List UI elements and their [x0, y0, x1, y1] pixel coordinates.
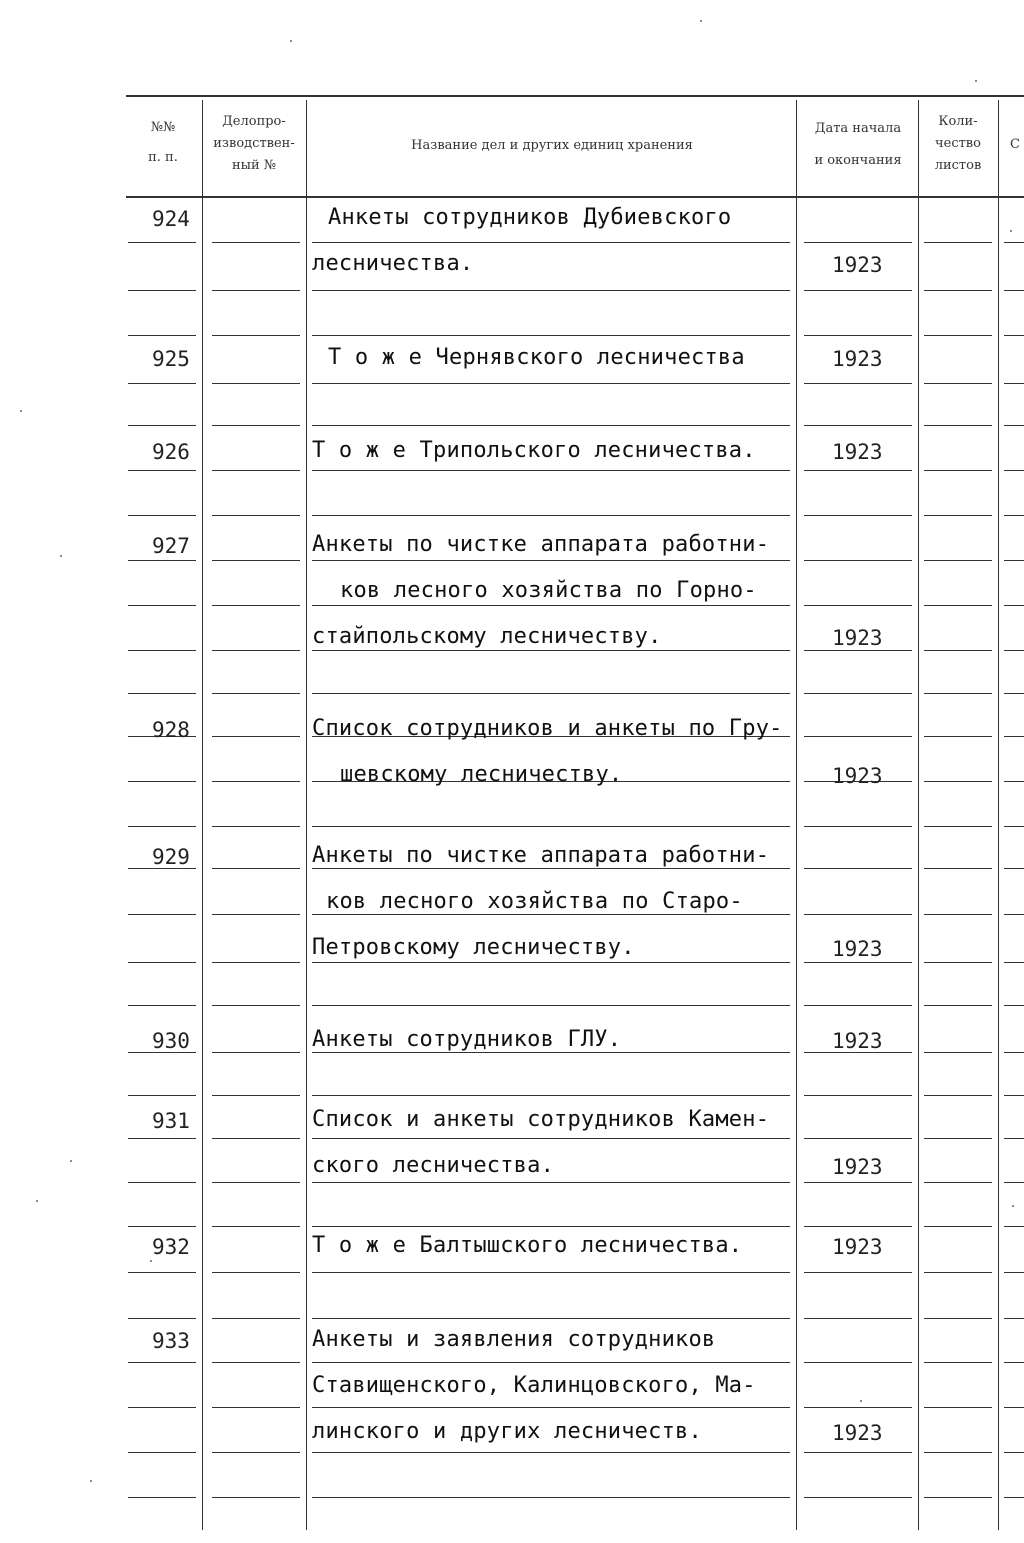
- ruled-line: [804, 425, 912, 426]
- ruled-line: [1004, 425, 1024, 426]
- entry-number: 925: [152, 347, 190, 371]
- ruled-line: [312, 605, 790, 606]
- ruled-line: [1004, 1272, 1024, 1273]
- scan-speck: [90, 1480, 92, 1482]
- ruled-line: [1004, 335, 1024, 336]
- ruled-line: [1004, 1182, 1024, 1183]
- header-office-line3: ный №: [231, 158, 277, 173]
- column-divider: [202, 100, 203, 1530]
- header-num-line2: п. п.: [148, 150, 178, 165]
- ruled-line: [924, 560, 992, 561]
- ruled-line: [1004, 605, 1024, 606]
- ruled-line: [212, 1452, 300, 1453]
- ruled-line: [1004, 1497, 1024, 1498]
- entry-number: 929: [152, 845, 190, 869]
- ruled-line: [804, 826, 912, 827]
- ruled-line: [312, 693, 790, 694]
- ruled-line: [804, 290, 912, 291]
- ruled-line: [128, 605, 196, 606]
- ruled-line: [1004, 1362, 1024, 1363]
- ruled-line: [924, 290, 992, 291]
- entry-title-line: Т о ж е Чернявского лесничества: [328, 345, 745, 370]
- ruled-line: [804, 868, 912, 869]
- ruled-line: [212, 242, 300, 243]
- entry-number: 932: [152, 1235, 190, 1259]
- ruled-line: [924, 383, 992, 384]
- ruled-line: [128, 1182, 196, 1183]
- ruled-line: [128, 962, 196, 963]
- ruled-line: [312, 335, 790, 336]
- ruled-line: [212, 693, 300, 694]
- ruled-line: [924, 962, 992, 963]
- ruled-line: [212, 383, 300, 384]
- entry-date: 1923: [832, 347, 883, 371]
- ruled-line: [128, 290, 196, 291]
- ruled-line: [1004, 290, 1024, 291]
- entry-number: 930: [152, 1029, 190, 1053]
- ruled-line: [212, 650, 300, 651]
- ruled-line: [128, 1318, 196, 1319]
- ruled-line: [1004, 914, 1024, 915]
- header-dates-col: [800, 121, 916, 169]
- ruled-line: [804, 560, 912, 561]
- ruled-line: [1004, 515, 1024, 516]
- entry-number: 931: [152, 1109, 190, 1133]
- ruled-line: [1004, 736, 1024, 737]
- ruled-line: [924, 914, 992, 915]
- ruled-line: [1004, 1095, 1024, 1096]
- ruled-line: [212, 1497, 300, 1498]
- ruled-line: [212, 962, 300, 963]
- entry-date: 1923: [832, 1155, 883, 1179]
- ruled-line: [924, 1272, 992, 1273]
- ruled-line: [128, 781, 196, 782]
- ruled-line: [1004, 826, 1024, 827]
- ruled-line: [804, 470, 912, 471]
- ruled-line: [128, 1272, 196, 1273]
- ruled-line: [804, 515, 912, 516]
- ruled-line: [312, 650, 790, 651]
- header-sheets-line1: Коли-: [938, 114, 978, 129]
- ruled-line: [312, 1272, 790, 1273]
- column-divider: [306, 100, 307, 1530]
- ruled-line: [212, 1226, 300, 1227]
- ruled-line: [128, 242, 196, 243]
- ruled-line: [128, 1138, 196, 1139]
- ruled-line: [312, 290, 790, 291]
- ruled-line: [128, 425, 196, 426]
- header-extra-col: [1006, 137, 1024, 153]
- ruled-line: [924, 693, 992, 694]
- ruled-line: [126, 196, 1024, 198]
- header-office-line1: Делопро-: [222, 114, 286, 129]
- ruled-line: [804, 693, 912, 694]
- entry-date: 1923: [832, 1029, 883, 1053]
- entry-title-line: Ставищенского, Калинцовского, Ма-: [312, 1373, 756, 1398]
- column-divider: [998, 100, 999, 1530]
- ruled-line: [1004, 1005, 1024, 1006]
- ruled-line: [128, 650, 196, 651]
- ruled-line: [128, 1497, 196, 1498]
- scan-speck: [20, 410, 22, 412]
- ruled-line: [804, 1407, 912, 1408]
- ruled-line: [312, 560, 790, 561]
- ruled-line: [924, 1362, 992, 1363]
- scan-speck: [60, 555, 62, 557]
- header-office-line2: изводствен-: [213, 136, 295, 151]
- ruled-line: [1004, 560, 1024, 561]
- entry-title-line: Т о ж е Балтышского лесничества.: [312, 1233, 743, 1258]
- ruled-line: [212, 1138, 300, 1139]
- ruled-line: [312, 868, 790, 869]
- ruled-line: [212, 1095, 300, 1096]
- ruled-line: [804, 1138, 912, 1139]
- entry-date: 1923: [832, 1235, 883, 1259]
- ruled-line: [924, 515, 992, 516]
- header-office-col: [204, 114, 304, 174]
- ruled-line: [1004, 781, 1024, 782]
- ruled-line: [804, 1182, 912, 1183]
- ruled-line: [312, 1407, 790, 1408]
- ruled-line: [804, 242, 912, 243]
- ruled-line: [212, 736, 300, 737]
- ruled-line: [312, 962, 790, 963]
- ruled-line: [128, 1452, 196, 1453]
- entry-date: 1923: [832, 440, 883, 464]
- entry-title-line: лесничества.: [312, 251, 474, 276]
- ruled-line: [804, 605, 912, 606]
- ruled-line: [128, 560, 196, 561]
- ruled-line: [924, 1497, 992, 1498]
- ruled-line: [312, 914, 790, 915]
- ruled-line: [924, 650, 992, 651]
- ruled-line: [1004, 693, 1024, 694]
- ruled-line: [1004, 962, 1024, 963]
- entry-title-line: Список сотрудников и анкеты по Гру-: [312, 716, 783, 741]
- header-dates-line1: Дата начала: [814, 121, 902, 136]
- ruled-line: [924, 1407, 992, 1408]
- ruled-line: [1004, 1318, 1024, 1319]
- ruled-line: [924, 1052, 992, 1053]
- ruled-line: [1004, 242, 1024, 243]
- ruled-line: [312, 1095, 790, 1096]
- ruled-line: [212, 1407, 300, 1408]
- ruled-line: [804, 650, 912, 651]
- ruled-line: [924, 335, 992, 336]
- ruled-line: [312, 1497, 790, 1498]
- column-divider: [796, 100, 797, 1530]
- ruled-line: [1004, 470, 1024, 471]
- ruled-line: [212, 1272, 300, 1273]
- entry-title-line: стайпольскому лесничеству.: [312, 624, 662, 649]
- ruled-line: [804, 1452, 912, 1453]
- ruled-line: [212, 781, 300, 782]
- ruled-line: [312, 242, 790, 243]
- ruled-line: [924, 826, 992, 827]
- ruled-line: [128, 1095, 196, 1096]
- ruled-line: [312, 1052, 790, 1053]
- entry-date: 1923: [832, 626, 883, 650]
- ruled-line: [804, 736, 912, 737]
- ruled-line: [128, 693, 196, 694]
- ruled-line: [924, 781, 992, 782]
- ruled-line: [924, 470, 992, 471]
- ruled-line: [128, 1362, 196, 1363]
- entry-title-line: ского лесничества.: [312, 1153, 555, 1178]
- ruled-line: [128, 335, 196, 336]
- entry-title-line: Список и анкеты сотрудников Камен-: [312, 1107, 770, 1132]
- entry-date: 1923: [832, 764, 883, 788]
- ruled-line: [128, 515, 196, 516]
- ruled-line: [312, 1452, 790, 1453]
- ruled-line: [804, 914, 912, 915]
- ruled-line: [804, 335, 912, 336]
- entry-title-line: Анкеты сотрудников ГЛУ.: [312, 1027, 622, 1052]
- entry-title-line: Т о ж е Трипольского лесничества.: [312, 438, 756, 463]
- ruled-line: [312, 383, 790, 384]
- ruled-line: [1004, 1452, 1024, 1453]
- ruled-line: [1004, 1138, 1024, 1139]
- column-divider: [918, 100, 919, 1530]
- ruled-line: [126, 95, 1024, 97]
- ruled-line: [924, 1095, 992, 1096]
- ruled-line: [804, 1497, 912, 1498]
- ruled-line: [804, 383, 912, 384]
- ruled-line: [924, 1182, 992, 1183]
- ruled-line: [312, 1362, 790, 1363]
- ruled-line: [312, 1226, 790, 1227]
- entry-title-line: Анкеты по чистке аппарата работни-: [312, 532, 770, 557]
- ruled-line: [312, 1138, 790, 1139]
- ruled-line: [804, 1318, 912, 1319]
- scan-speck: [700, 20, 702, 22]
- ruled-line: [924, 605, 992, 606]
- ruled-line: [804, 1095, 912, 1096]
- ruled-line: [1004, 650, 1024, 651]
- entry-number: 927: [152, 534, 190, 558]
- scan-speck: [36, 1200, 38, 1202]
- ruled-line: [1004, 1226, 1024, 1227]
- ruled-line: [128, 1005, 196, 1006]
- ruled-line: [924, 425, 992, 426]
- ruled-line: [924, 1318, 992, 1319]
- ruled-line: [312, 1005, 790, 1006]
- scan-speck: [290, 40, 292, 42]
- scan-speck: [1012, 1205, 1014, 1207]
- ruled-line: [212, 1182, 300, 1183]
- scan-speck: [1010, 230, 1012, 232]
- header-num-line1: №№: [150, 120, 176, 135]
- ruled-line: [212, 605, 300, 606]
- entry-number: 926: [152, 440, 190, 464]
- entry-title-line: линского и других лесничеств.: [312, 1419, 702, 1444]
- ruled-line: [128, 1226, 196, 1227]
- ruled-line: [924, 868, 992, 869]
- scan-speck: [150, 1260, 152, 1262]
- ruled-line: [212, 290, 300, 291]
- entry-number: 924: [152, 207, 190, 231]
- ruled-line: [212, 1052, 300, 1053]
- ruled-line: [128, 1407, 196, 1408]
- ruled-line: [212, 1005, 300, 1006]
- ruled-line: [924, 1005, 992, 1006]
- entry-title-line: Анкеты сотрудников Дубиевского: [328, 205, 732, 230]
- entry-title-line: Анкеты по чистке аппарата работни-: [312, 843, 770, 868]
- ruled-line: [804, 962, 912, 963]
- header-title-col: [310, 138, 794, 154]
- ruled-line: [1004, 383, 1024, 384]
- ruled-line: [804, 1272, 912, 1273]
- ruled-line: [212, 826, 300, 827]
- ruled-line: [212, 868, 300, 869]
- ruled-line: [924, 1138, 992, 1139]
- ruled-line: [128, 470, 196, 471]
- entry-number: 933: [152, 1329, 190, 1353]
- ruled-line: [212, 1318, 300, 1319]
- entry-date: 1923: [832, 1421, 883, 1445]
- ruled-line: [312, 826, 790, 827]
- entry-title-line: ков лесного хозяйства по Старо-: [326, 889, 743, 914]
- header-sheets-line2: чество: [935, 136, 981, 151]
- ruled-line: [804, 1226, 912, 1227]
- ruled-line: [128, 383, 196, 384]
- header-title-text: Название дел и других единиц хранения: [411, 138, 693, 153]
- ruled-line: [804, 1362, 912, 1363]
- entry-title-line: шевскому лесничеству.: [340, 762, 623, 787]
- scan-speck: [860, 1400, 862, 1402]
- ruled-line: [212, 515, 300, 516]
- entry-title-line: Анкеты и заявления сотрудников: [312, 1327, 716, 1352]
- ruled-line: [312, 515, 790, 516]
- ruled-line: [312, 425, 790, 426]
- header-sheets-col: [920, 114, 996, 174]
- ruled-line: [212, 560, 300, 561]
- ruled-line: [312, 1182, 790, 1183]
- ruled-line: [212, 425, 300, 426]
- ruled-line: [1004, 1407, 1024, 1408]
- ruled-line: [128, 826, 196, 827]
- header-num-col: [132, 120, 194, 166]
- ruled-line: [924, 1452, 992, 1453]
- ruled-line: [804, 1005, 912, 1006]
- entry-title-line: ков лесного хозяйства по Горно-: [340, 578, 757, 603]
- ruled-line: [924, 1226, 992, 1227]
- ruled-line: [212, 1362, 300, 1363]
- entry-date: 1923: [832, 253, 883, 277]
- entry-title-line: Петровскому лесничеству.: [312, 935, 635, 960]
- header-extra-text: С: [1010, 137, 1020, 152]
- ruled-line: [924, 242, 992, 243]
- ruled-line: [924, 736, 992, 737]
- header-dates-line2: и окончания: [814, 153, 902, 168]
- scan-speck: [975, 80, 977, 82]
- entry-number: 928: [152, 718, 190, 742]
- ruled-line: [128, 914, 196, 915]
- ruled-line: [1004, 868, 1024, 869]
- scan-speck: [70, 1160, 72, 1162]
- ruled-line: [1004, 1052, 1024, 1053]
- ruled-line: [212, 470, 300, 471]
- entry-date: 1923: [832, 937, 883, 961]
- ruled-line: [312, 1318, 790, 1319]
- ruled-line: [212, 335, 300, 336]
- ruled-line: [212, 914, 300, 915]
- header-sheets-line3: листов: [934, 158, 982, 173]
- ruled-line: [312, 470, 790, 471]
